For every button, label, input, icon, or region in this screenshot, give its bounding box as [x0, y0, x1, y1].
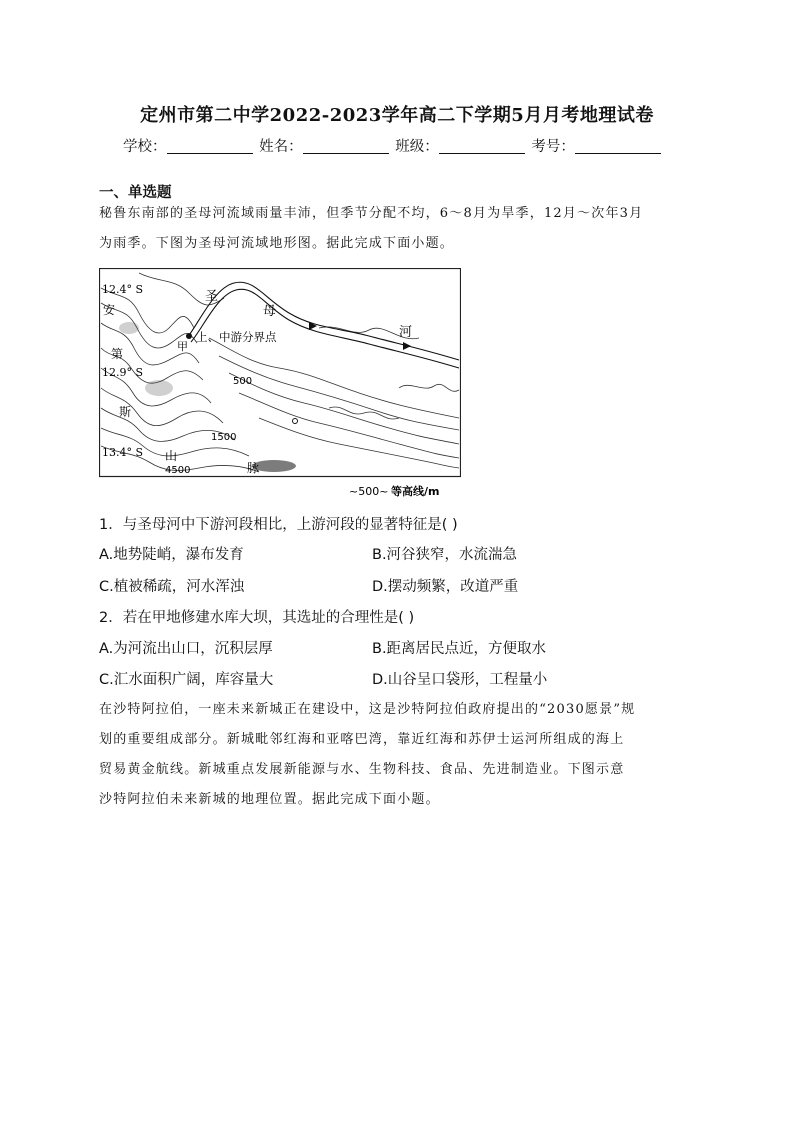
- class-blank: [439, 139, 525, 154]
- school-blank: [167, 139, 253, 154]
- andes-name-char: 安: [103, 303, 116, 317]
- legend-symbol: ~500~: [349, 485, 389, 498]
- point-jia-dot: [186, 333, 192, 339]
- passage-2-line: 划的重要组成部分。新城毗邻红海和亚喀巴湾，靠近红海和苏伊士运河所组成的海上: [99, 732, 625, 747]
- page-title: 定州市第二中学2022-2023学年高二下学期5月月考地理试卷: [140, 105, 654, 126]
- question-2-option-d[interactable]: D.山谷呈口袋形，工程量小: [372, 672, 548, 688]
- question-1-stem: 1．与圣母河中下游河段相比，上游河段的显著特征是( ): [99, 517, 458, 533]
- contour-value: 1500: [211, 432, 237, 443]
- student-info-row: [123, 135, 663, 156]
- lat-label: 12.4° S: [102, 283, 144, 296]
- andes-name-char: 第: [111, 347, 124, 361]
- question-2-option-c[interactable]: C.汇水面积广阔，库容量大: [99, 672, 274, 688]
- passage-1-line: 秘鲁东南部的圣母河流域雨量丰沛，但季节分配不均，6～8月为旱季，12月～次年3月: [99, 206, 644, 221]
- passage-1: [99, 199, 699, 259]
- number-blank: [575, 139, 661, 154]
- river-name-char: 母: [263, 304, 277, 319]
- andes-name-char: 山: [165, 449, 178, 463]
- contour-value: 500: [233, 376, 253, 387]
- question-2-option-b[interactable]: B.距离居民点近，方便取水: [372, 641, 547, 657]
- question-1-option-d[interactable]: D.摆动频繁，改道严重: [372, 579, 519, 595]
- question-1-option-b[interactable]: B.河谷狭窄，水流湍急: [372, 547, 518, 563]
- number-label: 考号：: [531, 139, 575, 155]
- question-1-option-a[interactable]: A.地势陡峭，瀑布发育: [99, 547, 244, 563]
- class-label: 班级：: [395, 139, 439, 155]
- school-label: 学校：: [123, 139, 167, 155]
- question-2-option-a[interactable]: A.为河流出山口，沉积层厚: [99, 641, 273, 657]
- passage-2-line: 贸易黄金航线。新城重点发展新能源与水、生物科技、食品、先进制造业。下图示意: [99, 762, 625, 777]
- map-frame: [100, 269, 461, 477]
- passage-2: [99, 695, 699, 815]
- question-2-stem: 2．若在甲地修建水库大坝，其选址的合理性是( ): [99, 610, 415, 626]
- passage-1-line: 为雨季。下图为圣母河流域地形图。据此完成下面小题。: [99, 236, 455, 251]
- lat-label: 13.4° S: [102, 446, 144, 459]
- passage-2-line: 在沙特阿拉伯，一座未来新城正在建设中，这是沙特阿拉伯政府提出的“2030愿景”规: [99, 702, 636, 717]
- river-name-char: 圣: [205, 289, 219, 304]
- point-jia-label: 甲: [177, 340, 188, 353]
- passage-2-line: 沙特阿拉伯未来新城的地理位置。据此完成下面小题。: [99, 792, 440, 807]
- name-label: 姓名：: [259, 139, 303, 155]
- name-blank: [303, 139, 389, 154]
- legend-label: 等高线/m: [391, 485, 440, 498]
- topographic-map: [99, 268, 461, 500]
- section-heading: 一、单选题: [99, 185, 172, 201]
- contour-value: 4500: [165, 465, 191, 476]
- river-name-char: 河: [399, 325, 413, 340]
- question-1-option-c[interactable]: C.植被稀疏，河水浑浊: [99, 579, 245, 595]
- andes-name-char: 斯: [119, 405, 132, 419]
- andes-name-char: 脉: [247, 461, 260, 475]
- boundary-point-label: 上、中游分界点: [196, 330, 277, 344]
- lat-label: 12.9° S: [102, 366, 144, 379]
